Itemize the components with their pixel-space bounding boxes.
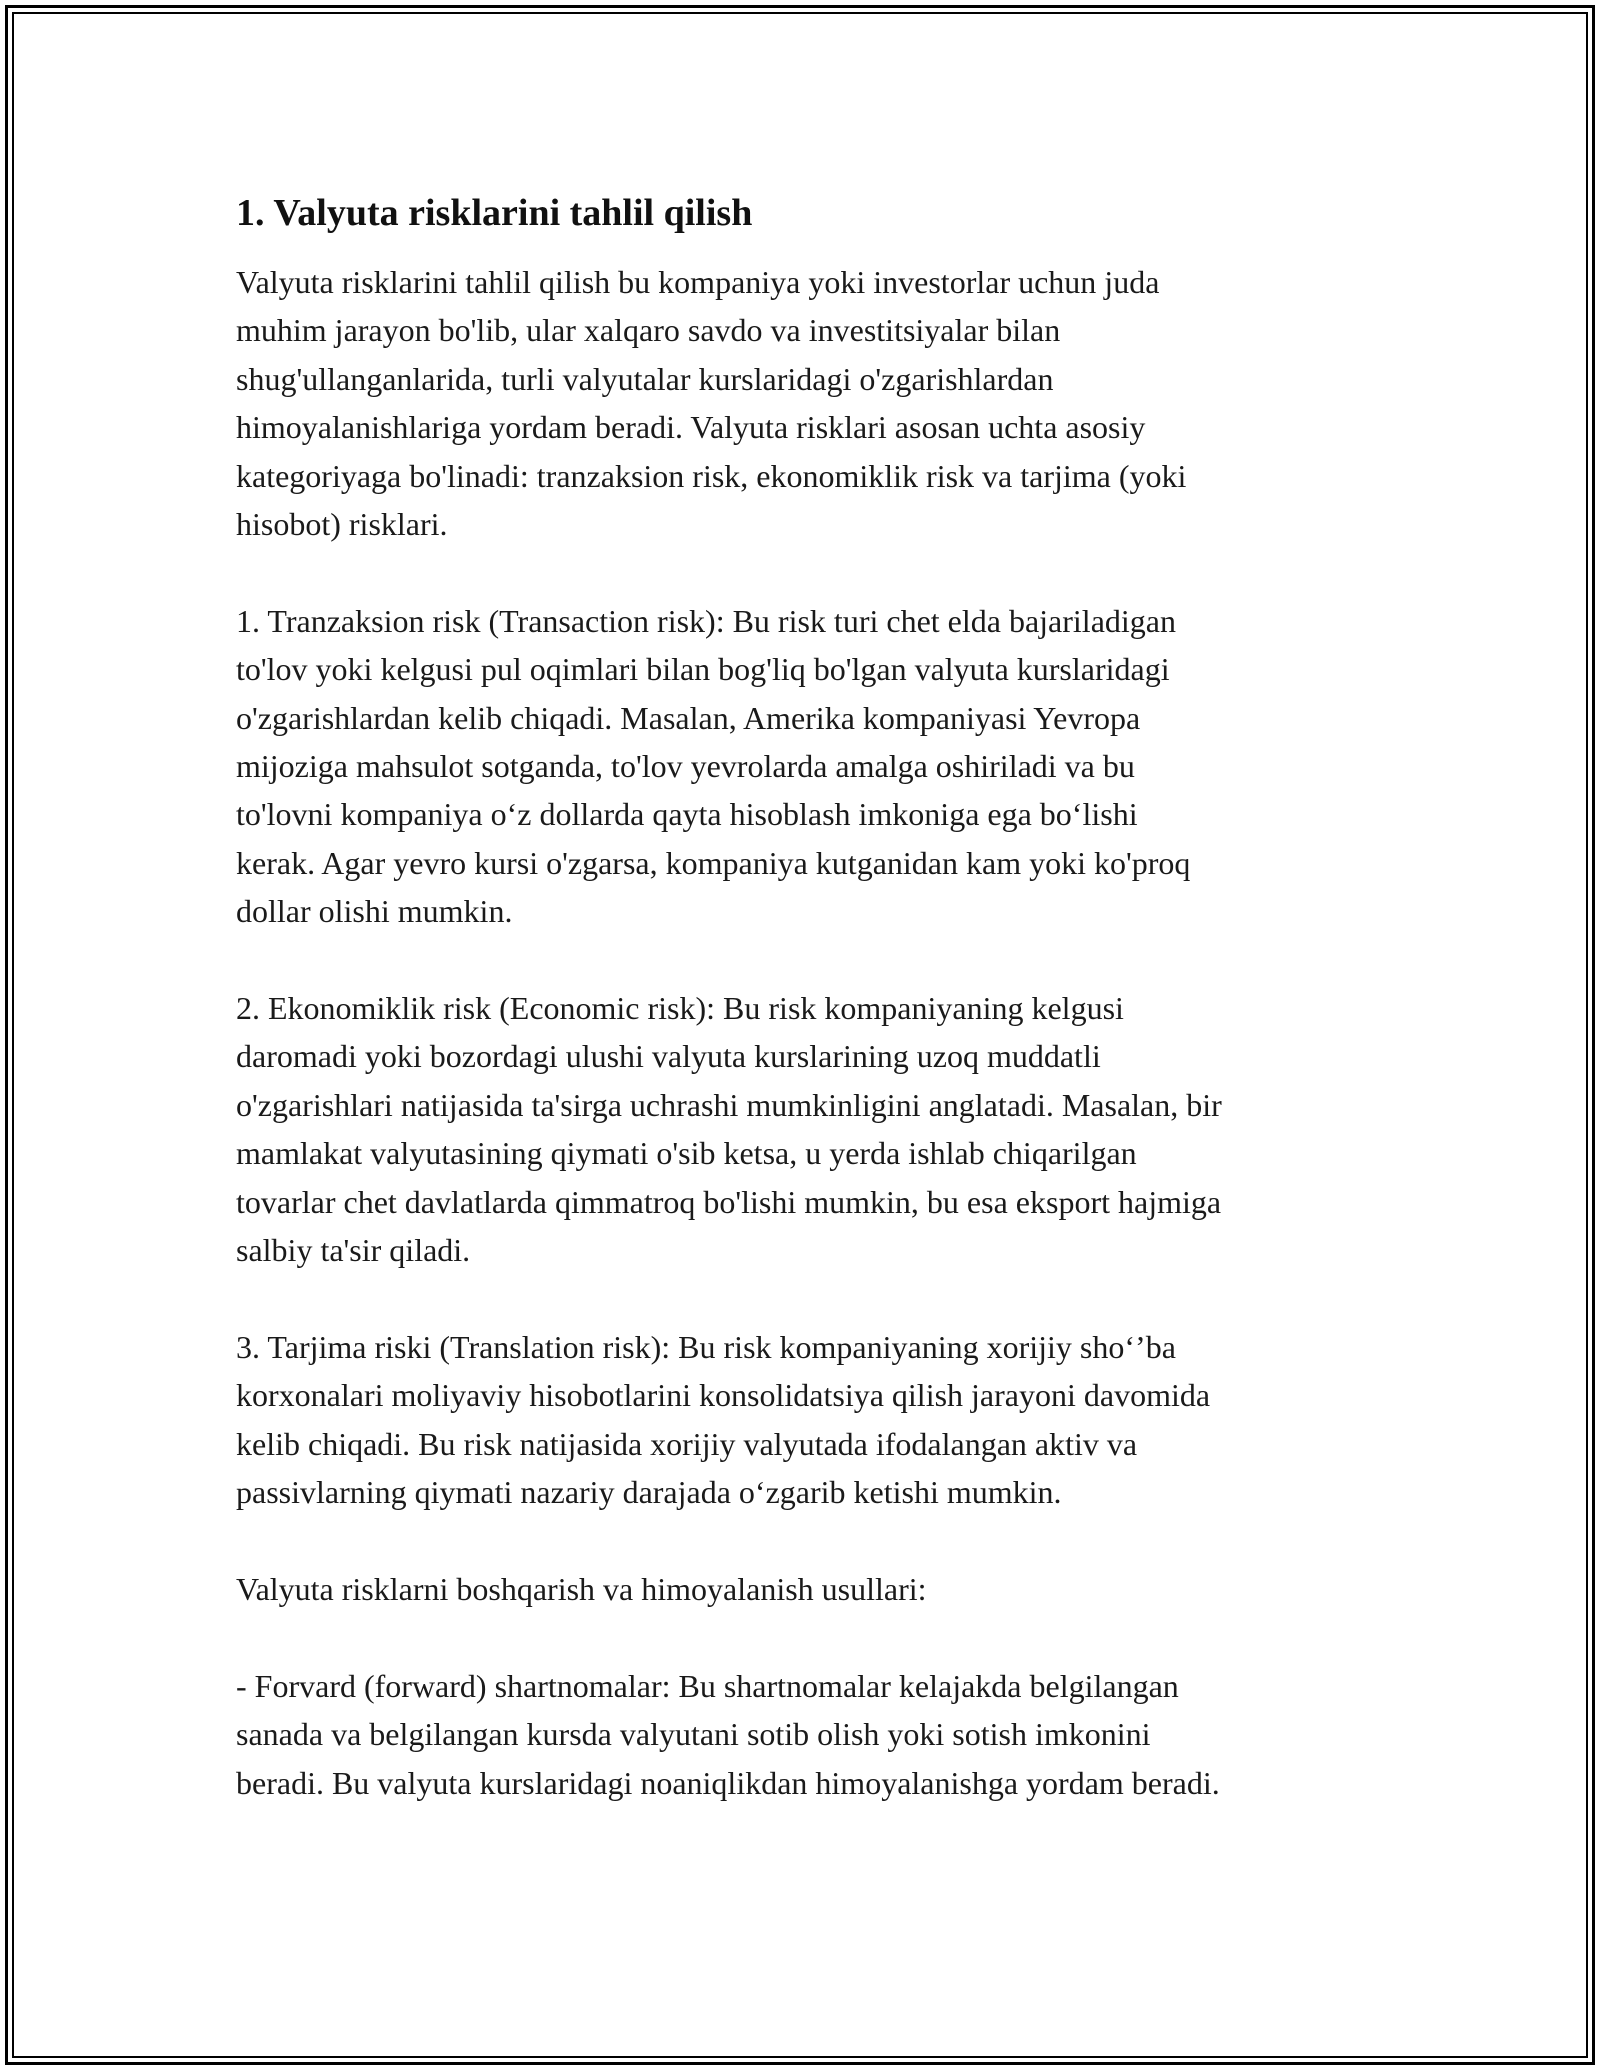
text-line: mijoziga mahsulot sotganda, to'lov yevrolarda amalga oshiriladi va bu bbox=[236, 748, 1135, 785]
section-title: 1. Valyuta risklarini tahlil qilish bbox=[236, 192, 753, 234]
text-line: to'lov yoki kelgusi pul oqimlari bilan bog'liq bo'lgan valyuta kurslaridagi bbox=[236, 651, 1170, 688]
text-line: o'zgarishlari natijasida ta'sirga uchrashi mumkinligini anglatadi. Masalan, bir bbox=[236, 1086, 1222, 1123]
text-line: kerak. Agar yevro kursi o'zgarsa, kompaniya kutganidan kam yoki ko'proq bbox=[236, 844, 1191, 881]
text-line: shug'ullanganlarida, turli valyutalar kurslaridagi o'zgarishlardan bbox=[236, 360, 1054, 397]
text-line: dollar olishi mumkin. bbox=[236, 893, 513, 930]
text-line: o'zgarishlardan kelib chiqadi. Masalan, Amerika kompaniyasi Yevropa bbox=[236, 699, 1141, 736]
paragraph-forward-contracts bbox=[236, 1662, 1386, 1807]
text-line: korxonalari moliyaviy hisobotlarini konsolidatsiya qilish jarayoni davomida bbox=[236, 1377, 1211, 1414]
text-line: himoyalanishlariga yordam beradi. Valyuta risklari asosan uchta asosiy bbox=[236, 409, 1146, 446]
text-line: 1. Tranzaksion risk (Transaction risk): Bu risk turi chet elda bajariladigan bbox=[236, 602, 1176, 639]
text-line: - Forvard (forward) shartnomalar: Bu shartnomalar kelajakda belgilangan bbox=[236, 1667, 1179, 1704]
text-line: to'lovni kompaniya o‘z dollarda qayta hisoblash imkoniga ega bo‘lishi bbox=[236, 796, 1138, 833]
text-line: kategoriyaga bo'linadi: tranzaksion risk, ekonomiklik risk va tarjima (yoki bbox=[236, 457, 1187, 494]
paragraph-economic-risk bbox=[236, 984, 1386, 1274]
text-line: hisobot) risklari. bbox=[236, 506, 448, 543]
text-line: Valyuta risklarni boshqarish va himoyalanish usullari: bbox=[236, 1570, 927, 1607]
text-line: kelib chiqadi. Bu risk natijasida xorijiy valyutada ifodalangan aktiv va bbox=[236, 1425, 1138, 1462]
text-line: mamlakat valyutasining qiymati o'sib ketsa, u yerda ishlab chiqarilgan bbox=[236, 1135, 1137, 1172]
text-line: salbiy ta'sir qiladi. bbox=[236, 1232, 471, 1269]
paragraph-transaction-risk bbox=[236, 597, 1386, 936]
text-line: tovarlar chet davlatlarda qimmatroq bo'lishi mumkin, bu esa eksport hajmiga bbox=[236, 1183, 1222, 1220]
text-line: 3. Tarjima riski (Translation risk): Bu risk kompaniyaning xorijiy sho‘’ba bbox=[236, 1328, 1176, 1365]
text-line: passivlarning qiymati nazariy darajada o‘zgarib ketishi mumkin. bbox=[236, 1474, 1062, 1511]
text-line: Valyuta risklarini tahlil qilish bu kompaniya yoki investorlar uchun juda bbox=[236, 264, 1160, 300]
text-line: beradi. Bu valyuta kurslaridagi noaniqlikdan himoyalanishga yordam beradi. bbox=[236, 1764, 1220, 1801]
text-line: daromadi yoki bozordagi ulushi valyuta kurslarining uzoq muddatli bbox=[236, 1038, 1101, 1075]
document-body bbox=[236, 186, 1386, 1855]
paragraph-methods-heading bbox=[236, 1565, 1386, 1613]
text-line: 2. Ekonomiklik risk (Economic risk): Bu risk kompaniyaning kelgusi bbox=[236, 990, 1124, 1027]
paragraph-translation-risk bbox=[236, 1323, 1386, 1517]
text-line: muhim jarayon bo'lib, ular xalqaro savdo va investitsiyalar bilan bbox=[236, 312, 1061, 349]
paragraph-intro bbox=[236, 258, 1386, 548]
text-line: sanada va belgilangan kursda valyutani sotib olish yoki sotish imkonini bbox=[236, 1716, 1151, 1753]
